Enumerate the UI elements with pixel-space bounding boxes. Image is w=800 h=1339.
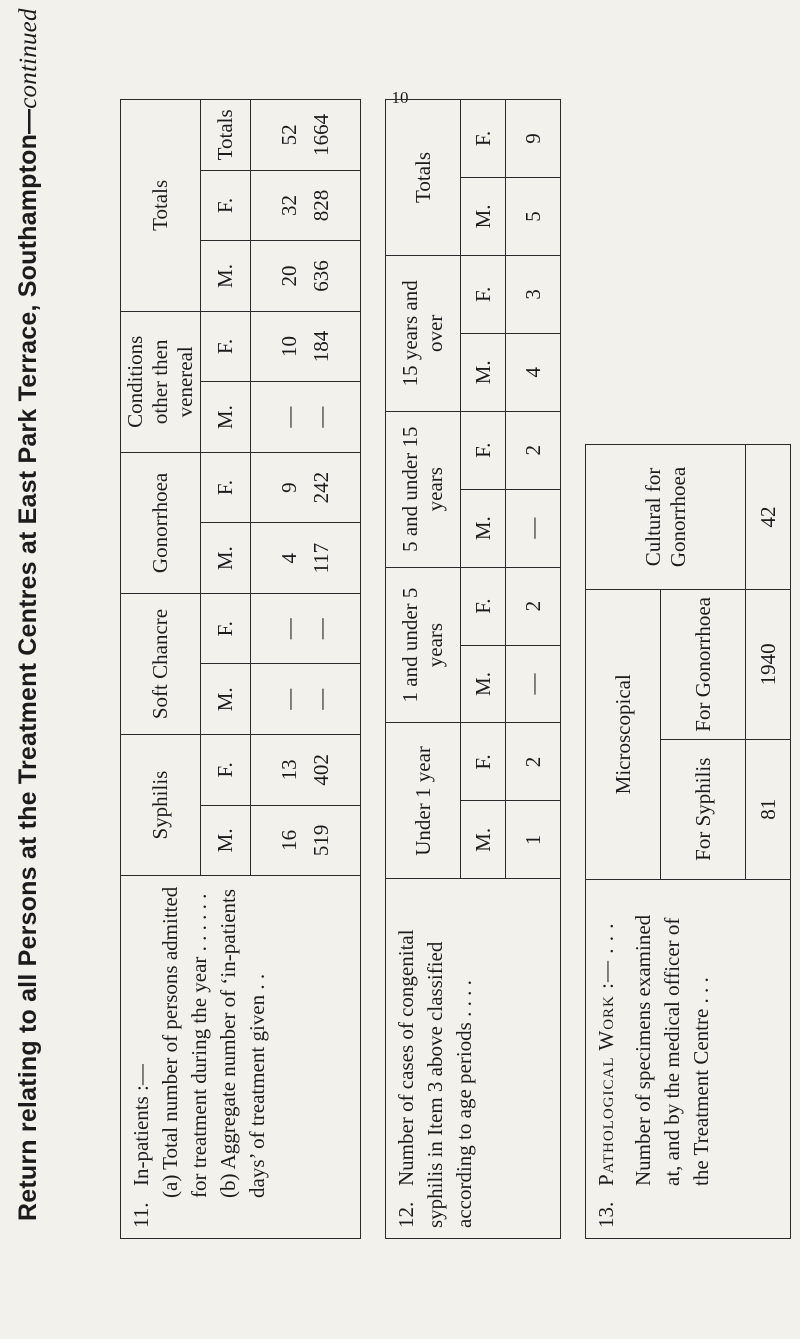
value-cell: — — (251, 382, 361, 453)
item-number: 11. (129, 1202, 153, 1228)
value-cell: 10 184 (251, 311, 361, 382)
sub-header: F. (201, 311, 251, 382)
sub-header: M. (461, 489, 506, 567)
item-label: Pathological Work :— . . . (594, 922, 618, 1186)
inpatients-table (120, 99, 361, 1239)
sub-header: F. (201, 593, 251, 664)
sub-header: M. (461, 801, 506, 879)
item-number: 12. (394, 1201, 418, 1228)
group-header: 5 and under 15 years (386, 411, 461, 567)
value-cell: 1 (506, 801, 561, 879)
sub-header: For Syphilis (661, 739, 746, 879)
value-cell: 81 (746, 739, 791, 879)
group-header: 1 and under 5 years (386, 567, 461, 723)
value-cell: 16 519 (251, 805, 361, 876)
group-header: Gonorrhoea (121, 452, 201, 593)
sub-header: M. (461, 333, 506, 411)
sub-header: F. (461, 567, 506, 645)
item-label: In-patients :— (129, 1064, 153, 1186)
group-header: Soft Chancre (121, 593, 201, 734)
group-header: Under 1 year (386, 723, 461, 879)
sub-header: F. (461, 255, 506, 333)
sub-header: M. (201, 664, 251, 735)
sub-header: F. (201, 452, 251, 523)
sub-header: F. (201, 170, 251, 241)
sub-header: F. (461, 411, 506, 489)
value-cell: 20 636 (251, 241, 361, 312)
value-cell: — — (251, 593, 361, 664)
item11-label-cell (121, 876, 361, 1239)
sub-header: M. (461, 645, 506, 723)
value-cell: 2 (506, 567, 561, 645)
sub-header: F. (461, 100, 506, 178)
item13-label-cell (586, 879, 791, 1238)
row-b-label: (b) Aggregate number of ‘in-patients days’ of treatment given . . (216, 888, 269, 1198)
value-cell: 3 (506, 255, 561, 333)
group-header: Totals (386, 100, 461, 256)
sub-header: M. (461, 177, 506, 255)
sub-header: M. (201, 241, 251, 312)
pathological-work-table (585, 444, 791, 1239)
value-cell: 42 (746, 445, 791, 590)
item-number: 13. (594, 1201, 618, 1228)
group-header: Syphilis (121, 735, 201, 876)
value-cell: 2 (506, 411, 561, 489)
page-number: 10 (391, 88, 409, 107)
sub-header: For Gonorrhoea (661, 589, 746, 739)
sub-header: M. (201, 523, 251, 594)
congenital-syphilis-table (385, 99, 561, 1239)
value-cell: — (506, 645, 561, 723)
row-a-label: (a) Total number of persons admitted for treatment during the year . . . . . . (158, 886, 211, 1198)
value-cell: 2 (506, 723, 561, 801)
item-label: Number of cases of congenital syphilis in Item 3 above classified according to age periods . . . . (394, 929, 476, 1228)
sub-header: M. (201, 805, 251, 876)
value-cell: 9 242 (251, 452, 361, 523)
value-cell: 4 117 (251, 523, 361, 594)
group-header: 15 years and over (386, 255, 461, 411)
value-cell: 52 1664 (251, 100, 361, 171)
value-cell: — — (251, 664, 361, 735)
value-cell: 32 828 (251, 170, 361, 241)
page-title: Return relating to all Persons at the Treatment Centres at East Park Terrace, Southampton—continued (14, 8, 42, 1221)
group-header: Cultural for Gonorrhoea (586, 445, 746, 590)
sub-header: F. (201, 735, 251, 806)
item12-label-cell (386, 879, 561, 1239)
value-cell: — (506, 489, 561, 567)
value-cell: 4 (506, 333, 561, 411)
title-continued: continued (15, 8, 42, 109)
value-cell: 9 (506, 100, 561, 178)
sub-header: Totals (201, 100, 251, 171)
value-cell: 13 402 (251, 735, 361, 806)
sub-header: M. (201, 382, 251, 453)
group-header: Microscopical (586, 589, 661, 879)
group-header: Totals (121, 100, 201, 312)
item13-description: Number of specimens examined at, and by the medical officer of the Treatment Centre . . . (631, 914, 713, 1186)
value-cell: 5 (506, 177, 561, 255)
group-header: Conditions other then venereal (121, 311, 201, 452)
value-cell: 1940 (746, 589, 791, 739)
sub-header: F. (461, 723, 506, 801)
